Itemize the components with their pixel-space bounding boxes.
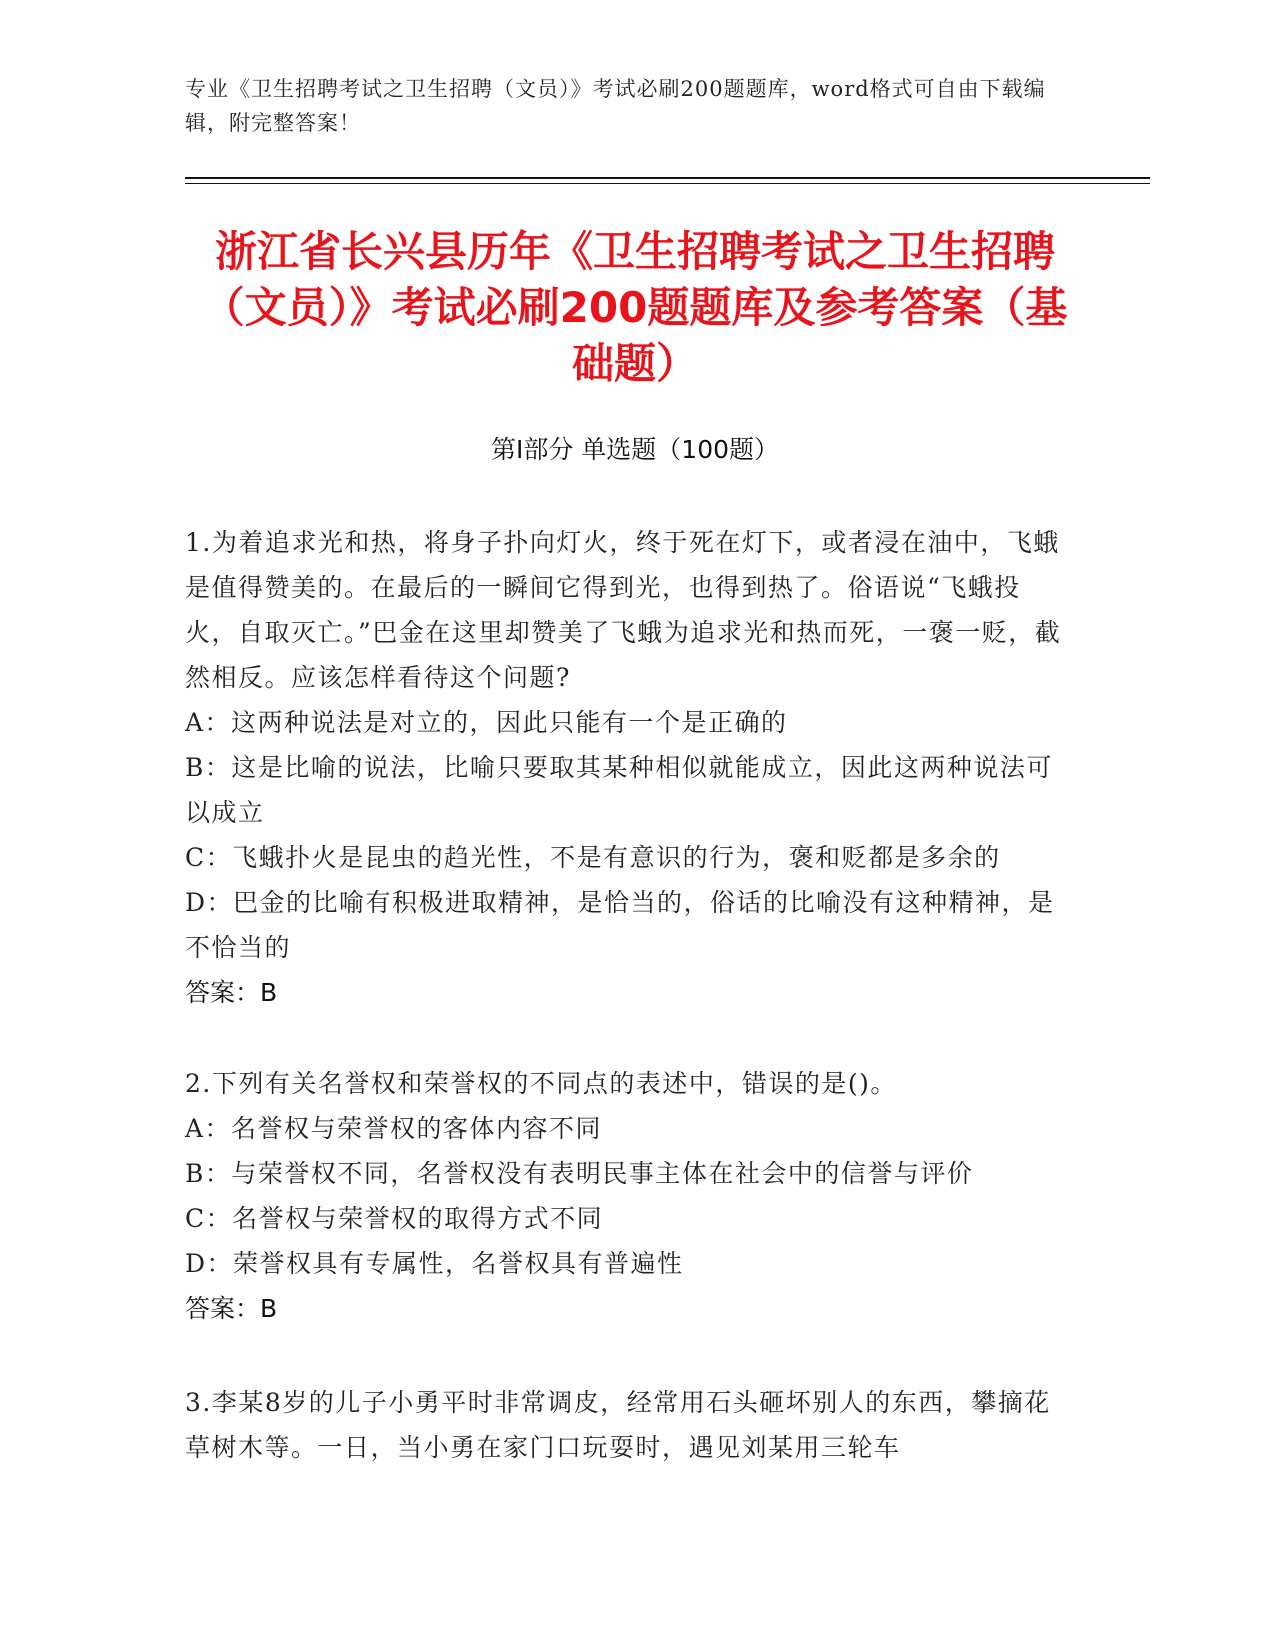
question-3 bbox=[185, 1380, 1065, 1470]
answer-label: 答案：B bbox=[185, 978, 278, 1007]
section-heading: 第I部分 单选题（100题） bbox=[490, 435, 780, 464]
answer-label: 答案：B bbox=[185, 1294, 278, 1323]
option-b: B：与荣誉权不同，名誉权没有表明民事主体在社会中的信誉与评价 bbox=[185, 1159, 974, 1188]
option-b: B：这是比喻的说法，比喻只要取其某种相似就能成立，因此这两种说法可以成立 bbox=[185, 753, 1053, 827]
question-2 bbox=[185, 1061, 1065, 1331]
header-divider-thick bbox=[185, 177, 1150, 179]
question-stem: 1.为着追求光和热，将身子扑向灯火，终于死在灯下，或者浸在油中，飞蛾是值得赞美的。在最后的一瞬间它得到光，也得到热了。俗语说“飞蛾投火，自取灭亡。”巴金在这里却赞美了飞蛾为追求光和热而死，一褒一贬，截然相反。应该怎样看待这个问题? bbox=[185, 528, 1062, 692]
option-d: D：巴金的比喻有积极进取精神，是恰当的，俗话的比喻没有这种精神，是不恰当的 bbox=[185, 888, 1055, 962]
header-note: 专业《卫生招聘考试之卫生招聘（文员）》考试必刷200题题库，word格式可自由下载编辑，附完整答案！ bbox=[185, 77, 1046, 135]
question-stem: 2.下列有关名誉权和荣誉权的不同点的表述中，错误的是()。 bbox=[185, 1069, 897, 1098]
option-a: A：这两种说法是对立的，因此只能有一个是正确的 bbox=[185, 708, 788, 737]
question-stem: 3.李某8岁的儿子小勇平时非常调皮，经常用石头砸坏别人的东西，攀摘花草树木等。一日，当小勇在家门口玩耍时，遇见刘某用三轮车 bbox=[185, 1388, 1051, 1462]
option-c: C：飞蛾扑火是昆虫的趋光性，不是有意识的行为，褒和贬都是多余的 bbox=[185, 843, 1001, 872]
option-d: D：荣誉权具有专属性，名誉权具有普遍性 bbox=[185, 1249, 684, 1278]
header-divider-thin bbox=[185, 183, 1150, 184]
document-title: 浙江省长兴县历年《卫生招聘考试之卫生招聘（文员）》考试必刷200题题库及参考答案（基础题） bbox=[202, 227, 1068, 388]
option-a: A：名誉权与荣誉权的客体内容不同 bbox=[185, 1114, 603, 1143]
option-c: C：名誉权与荣誉权的取得方式不同 bbox=[185, 1204, 604, 1233]
question-1 bbox=[185, 520, 1065, 1015]
